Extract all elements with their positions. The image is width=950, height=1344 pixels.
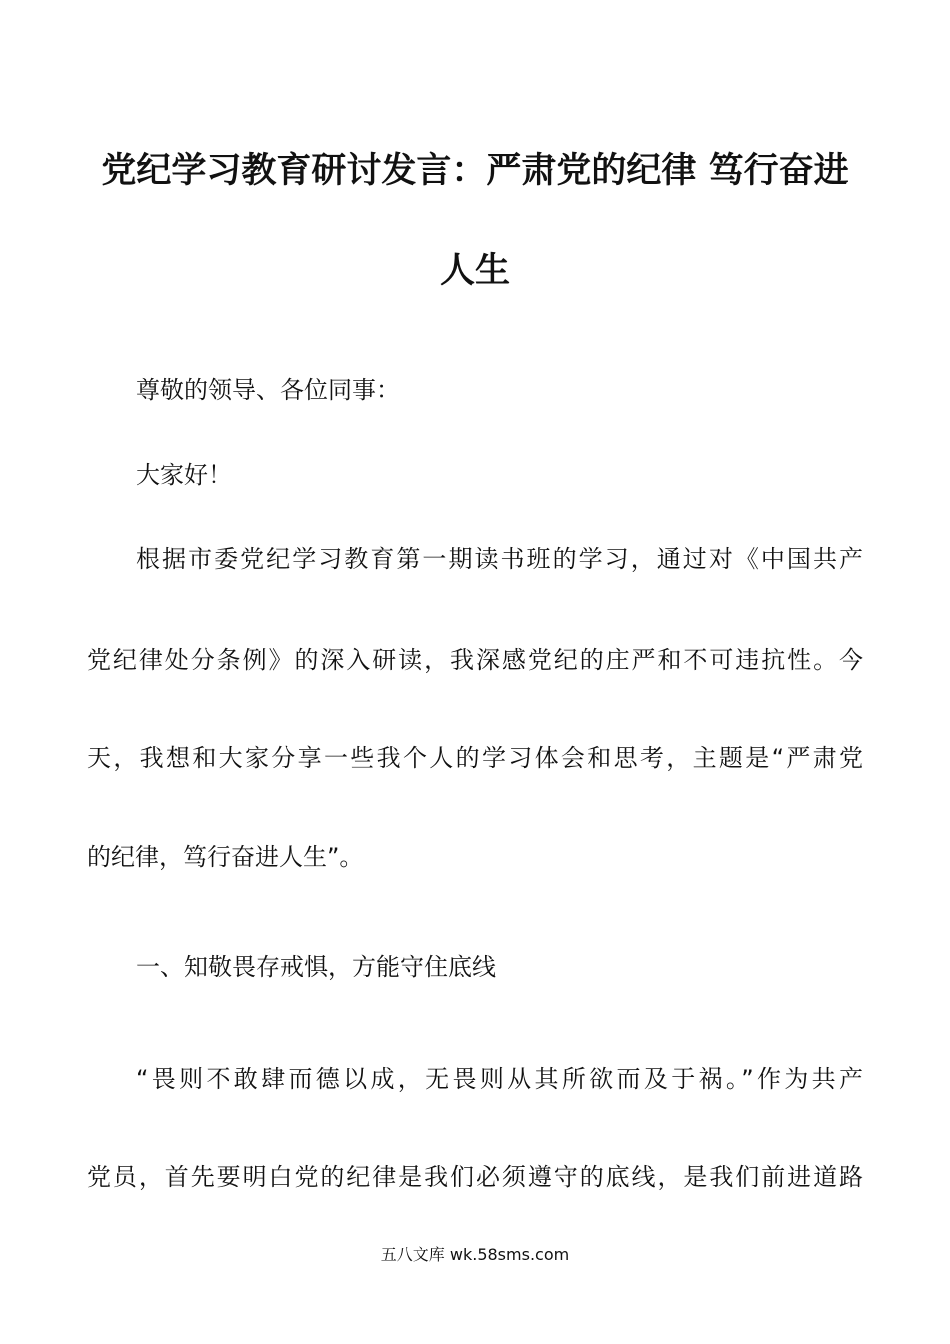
- document-title-line-1: 党纪学习教育研讨发言：严肃党的纪律 笃行奋进: [101, 151, 849, 191]
- salutation: 尊敬的领导、各位同事：: [136, 376, 400, 404]
- footer-watermark: 五八文库 wk.58sms.com: [380, 1245, 570, 1264]
- paragraph-2-line-1: “畏则不敢肆而德以成，无畏则从其所欲而及于祸。”作为共产: [136, 1065, 863, 1093]
- paragraph-1-line-3: 天，我想和大家分享一些我个人的学习体会和思考，主题是“严肃党: [87, 744, 863, 772]
- greeting: 大家好！: [136, 461, 232, 489]
- paragraph-1-line-2: 党纪律处分条例》的深入研读，我深感党纪的庄严和不可违抗性。今: [87, 646, 863, 674]
- paragraph-1-line-1: 根据市委党纪学习教育第一期读书班的学习，通过对《中国共产: [136, 545, 863, 573]
- paragraph-2-line-2: 党员，首先要明白党的纪律是我们必须遵守的底线，是我们前进道路: [87, 1163, 863, 1191]
- document-title-line-2: 人生: [439, 251, 510, 291]
- section-heading-1: 一、知敬畏存戒惧，方能守住底线: [136, 953, 496, 981]
- paragraph-1-line-4: 的纪律，笃行奋进人生”。: [87, 843, 364, 871]
